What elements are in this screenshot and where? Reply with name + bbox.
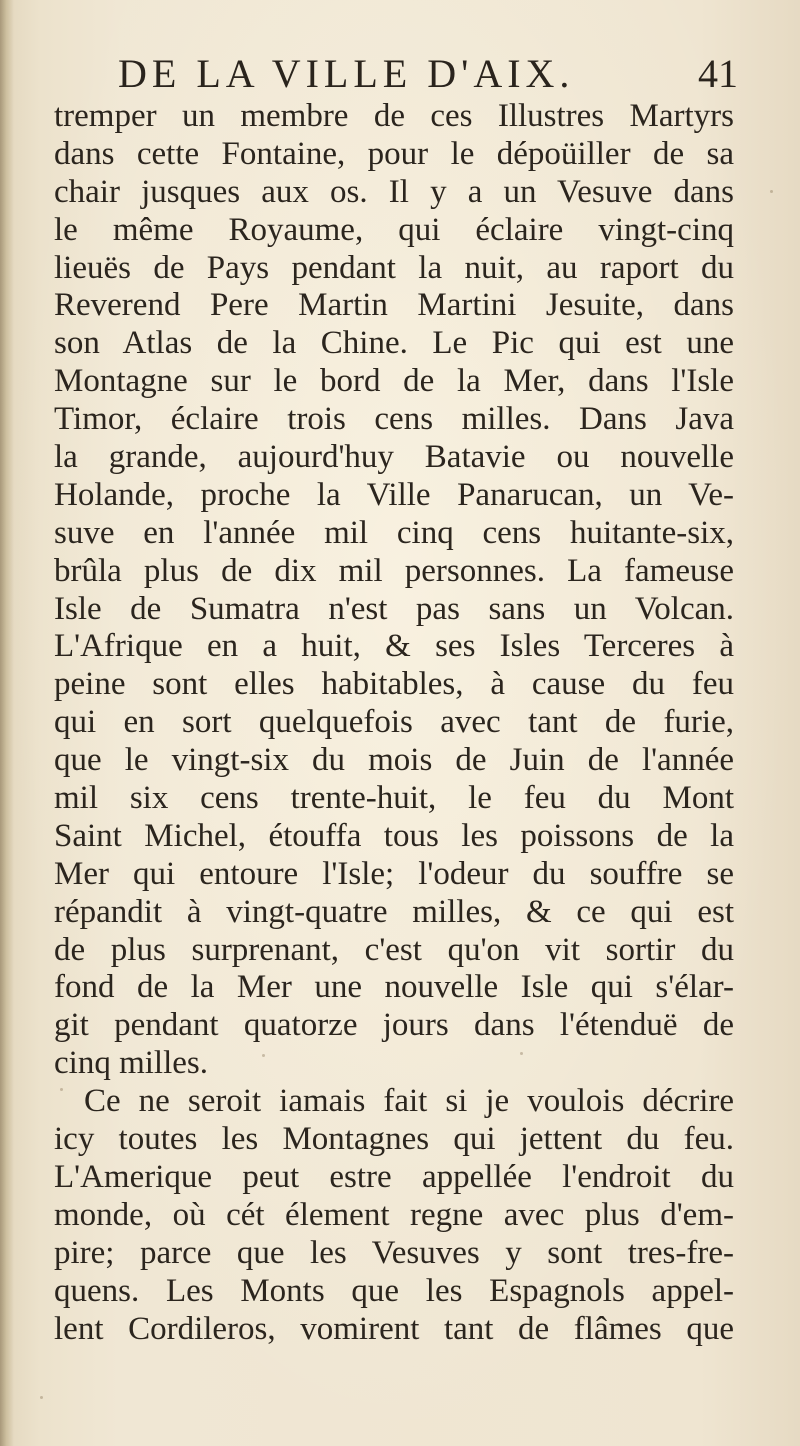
text-line: pire; parce que les Vesuves y sont tres-fre- bbox=[54, 1234, 734, 1271]
text-line: chair jusques aux os. Il y a un Vesuve dans bbox=[54, 173, 734, 210]
text-line: suve en l'année mil cinq cens huitante-six, bbox=[54, 514, 734, 551]
paragraph-start-line: Ce ne seroit iamais fait si je voulois décrire bbox=[84, 1083, 734, 1120]
text-line: dans cette Fontaine, pour le dépoüiller de sa bbox=[54, 135, 734, 172]
gutter-shadow bbox=[0, 0, 14, 1446]
paper-speck bbox=[520, 1052, 523, 1055]
paper-speck bbox=[262, 1054, 265, 1057]
text-line: qui en sort quelquefois avec tant de furie, bbox=[54, 704, 734, 741]
body-text bbox=[54, 98, 734, 1348]
paper-speck bbox=[770, 190, 773, 193]
text-line: monde, où cét élement regne avec plus d'em- bbox=[54, 1196, 734, 1233]
text-line: Reverend Pere Martin Martini Jesuite, dans bbox=[54, 287, 734, 324]
paragraph-end-line: cinq milles. bbox=[54, 1045, 208, 1082]
text-line: brûla plus de dix mil personnes. La fameuse bbox=[54, 552, 734, 589]
text-line: quens. Les Monts que les Espagnols appel- bbox=[54, 1272, 734, 1309]
text-line: Saint Michel, étouffa tous les poissons de la bbox=[54, 817, 734, 854]
paper-speck bbox=[60, 1088, 63, 1091]
text-line: Montagne sur le bord de la Mer, dans l'Isle bbox=[54, 363, 734, 400]
text-line: la grande, aujourd'huy Batavie ou nouvelle bbox=[54, 439, 734, 476]
text-line: son Atlas de la Chine. Le Pic qui est une bbox=[54, 325, 734, 362]
page-number: 41 bbox=[698, 51, 738, 96]
text-line: peine sont elles habitables, à cause du feu bbox=[54, 666, 734, 703]
running-head bbox=[118, 50, 738, 102]
text-line: tremper un membre de ces Illustres Martyrs bbox=[54, 98, 734, 134]
text-line: Timor, éclaire trois cens milles. Dans Java bbox=[54, 401, 734, 438]
text-line: Holande, proche la Ville Panarucan, un Ve- bbox=[54, 476, 734, 513]
text-line: le même Royaume, qui éclaire vingt-cinq bbox=[54, 211, 734, 248]
text-line: répandit à vingt-quatre milles, & ce qui est bbox=[54, 893, 734, 930]
text-line: L'Afrique en a huit, & ses Isles Terceres à bbox=[54, 628, 734, 665]
text-line: Isle de Sumatra n'est pas sans un Volcan. bbox=[54, 590, 734, 627]
text-line: mil six cens trente-huit, le feu du Mont bbox=[54, 780, 734, 817]
text-line: icy toutes les Montagnes qui jettent du feu. bbox=[54, 1121, 734, 1158]
text-line: Mer qui entoure l'Isle; l'odeur du souffre se bbox=[54, 855, 734, 892]
running-title: DE LA VILLE D'AIX. bbox=[118, 51, 575, 96]
text-line: lent Cordileros, vomirent tant de flâmes que bbox=[54, 1310, 734, 1347]
text-line: L'Amerique peut estre appellée l'endroit du bbox=[54, 1158, 734, 1195]
text-line: fond de la Mer une nouvelle Isle qui s'élar- bbox=[54, 969, 734, 1006]
text-line: que le vingt-six du mois de Juin de l'année bbox=[54, 742, 734, 779]
text-line: lieuës de Pays pendant la nuit, au raport du bbox=[54, 249, 734, 286]
text-line: git pendant quatorze jours dans l'étenduë de bbox=[54, 1007, 734, 1044]
text-line: de plus surprenant, c'est qu'on vit sortir du bbox=[54, 931, 734, 968]
paper-speck bbox=[40, 1396, 43, 1399]
